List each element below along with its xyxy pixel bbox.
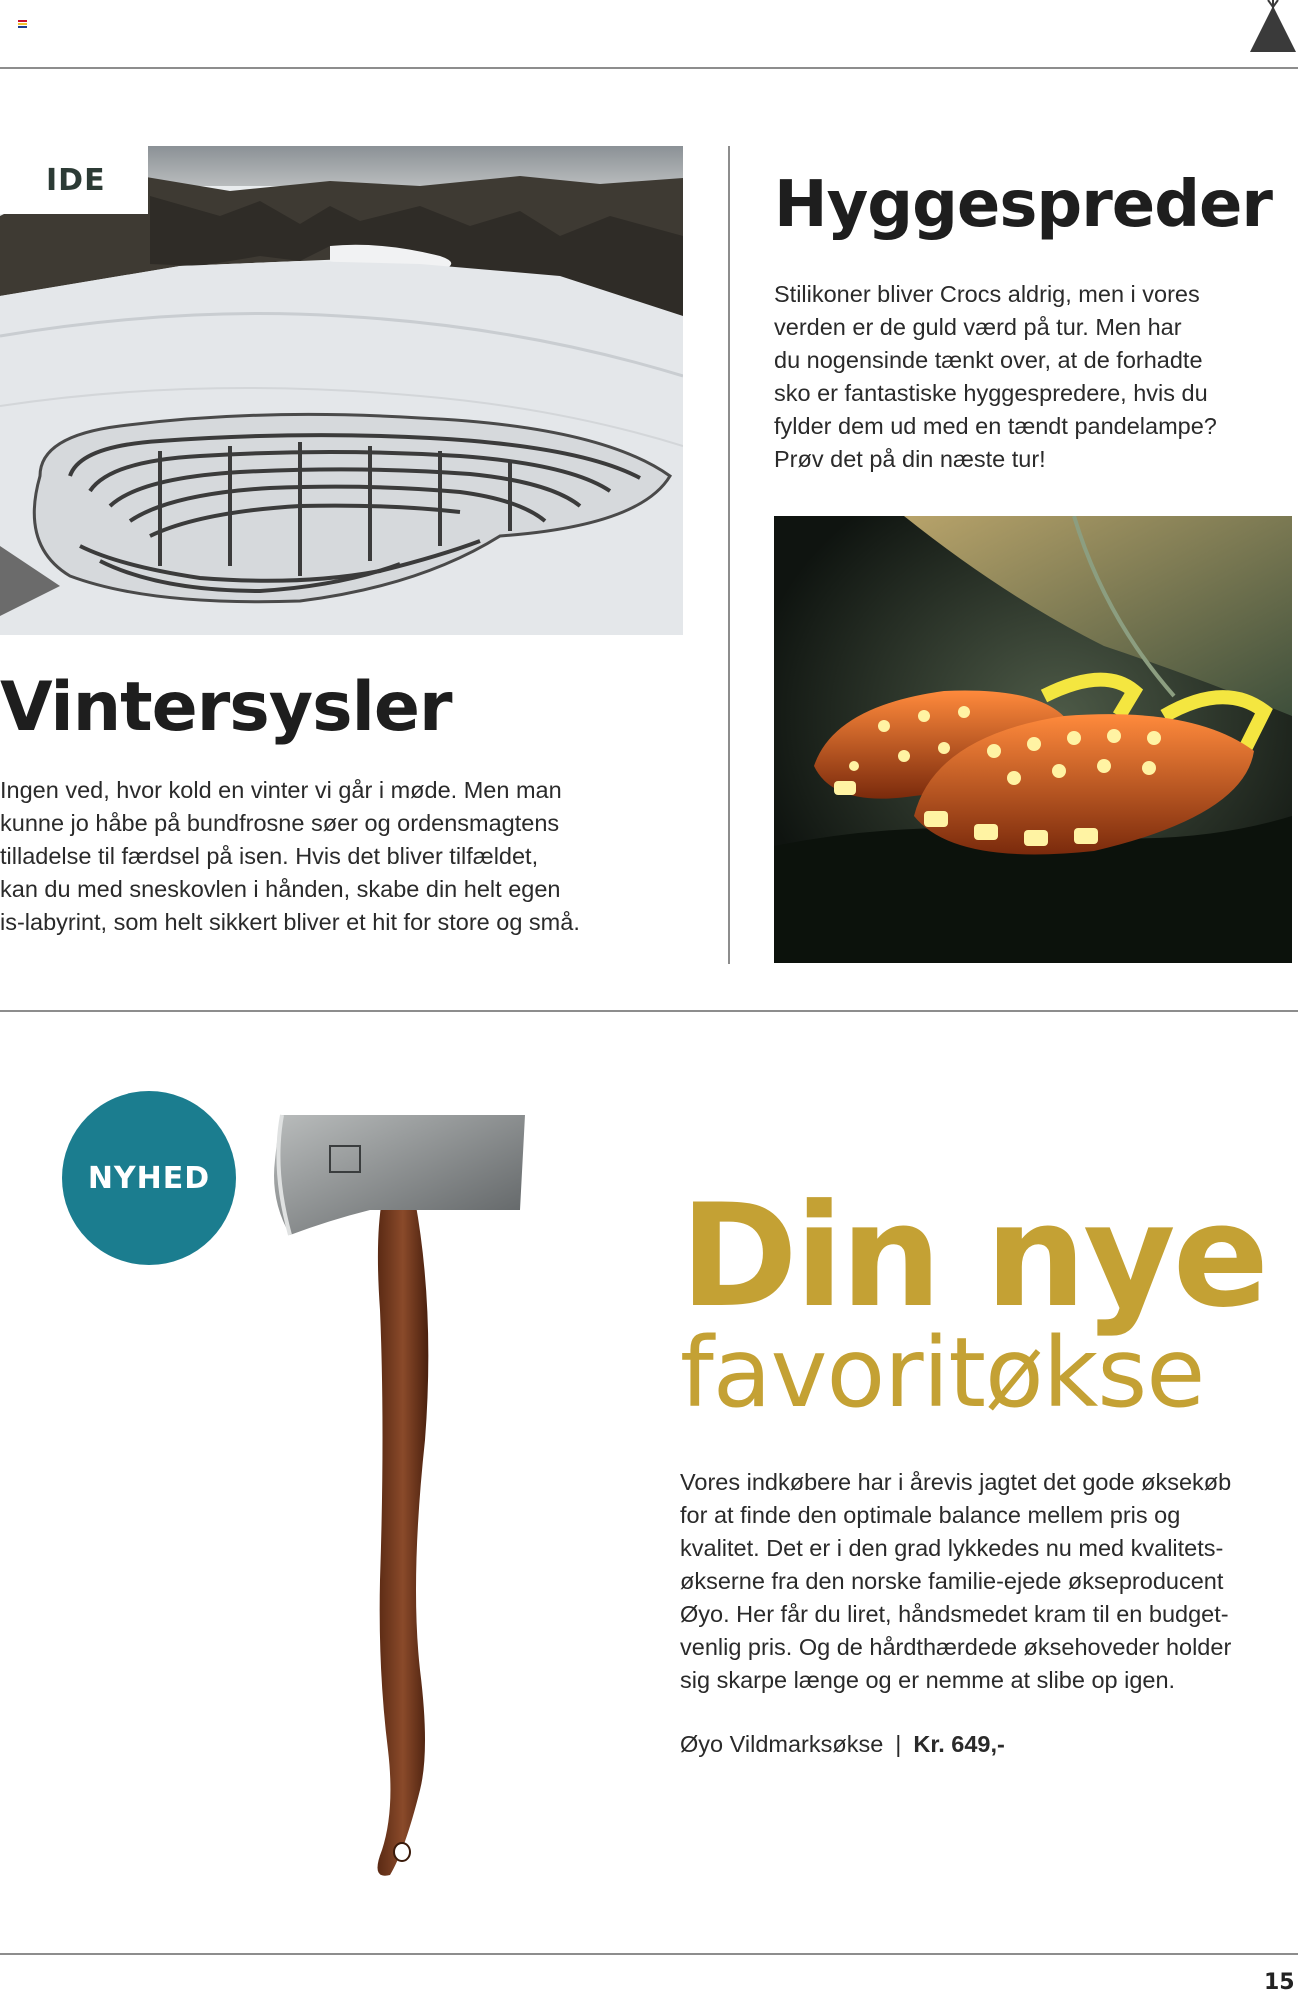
product-price: Kr. 649,-	[913, 1731, 1005, 1757]
hyggespreder-body	[774, 278, 1217, 476]
flag-stripe-blue	[18, 26, 27, 28]
body-line: Øyo. Her får du liret, håndsmedet kram til en budget-	[680, 1601, 1229, 1627]
body-line: for at finde den optimale balance mellem pris og	[680, 1502, 1181, 1528]
body-line: tilladelse til færdsel på isen. Hvis det bliver tilfældet,	[0, 843, 539, 869]
axe-title-line1: Din nye	[680, 1174, 1267, 1339]
vintersysler-title: Vintersysler	[0, 668, 452, 747]
body-line: kunne jo håbe på bundfrosne søer og ordensmagtens	[0, 810, 560, 836]
axe-body	[680, 1466, 1231, 1697]
product-name: Øyo Vildmarksøkse	[680, 1731, 884, 1757]
body-line: Ingen ved, hvor kold en vinter vi går i møde. Men man	[0, 777, 562, 803]
body-line: økserne fra den norske familie-ejede økseproducent	[680, 1568, 1224, 1594]
header-rule	[0, 67, 1298, 69]
body-line: Prøv det på din næste tur!	[774, 446, 1046, 472]
footer-rule	[0, 1953, 1298, 1955]
glowing-crocs-photo	[774, 516, 1292, 963]
vintersysler-body	[0, 774, 580, 939]
section-rule	[0, 1010, 1298, 1012]
product-price-line	[680, 1731, 1005, 1758]
body-line: du nogensinde tænkt over, at de forhadte	[774, 347, 1203, 373]
column-divider	[728, 146, 730, 964]
body-line: fylder dem ud med en tændt pandelampe?	[774, 413, 1217, 439]
axe-title-line2: favoritøkse	[680, 1317, 1205, 1429]
axe-product-image	[270, 1110, 530, 1890]
price-separator: |	[895, 1731, 902, 1757]
flag-stripe-yellow	[18, 23, 27, 25]
ice-maze-photo	[0, 146, 683, 635]
body-line: kvalitet. Det er i den grad lykkedes nu med kvalitets-	[680, 1535, 1224, 1561]
tent-logo-icon	[1248, 0, 1298, 54]
body-line: venlig pris. Og de hårdthærdede øksehoveder holder	[680, 1634, 1232, 1660]
flag-stripe-red	[18, 20, 27, 22]
body-line: sko er fantastiske hyggespredere, hvis du	[774, 380, 1208, 406]
body-line: Stilikoner bliver Crocs aldrig, men i vores	[774, 281, 1200, 307]
body-line: sig skarpe længe og er nemme at slibe op igen.	[680, 1667, 1176, 1693]
nyhed-badge: NYHED	[62, 1091, 236, 1265]
body-line: kan du med sneskovlen i hånden, skabe din helt egen	[0, 876, 561, 902]
body-line: verden er de guld værd på tur. Men har	[774, 314, 1182, 340]
ide-tag: IDE	[0, 146, 148, 214]
hyggespreder-title: Hyggespreder	[774, 168, 1272, 242]
body-line: is-labyrint, som helt sikkert bliver et hit for store og små.	[0, 909, 580, 935]
body-line: Vores indkøbere har i årevis jagtet det gode øksekøb	[680, 1469, 1232, 1495]
page-number: 15	[1264, 1970, 1295, 1995]
denmark-flag-icon	[18, 20, 27, 28]
